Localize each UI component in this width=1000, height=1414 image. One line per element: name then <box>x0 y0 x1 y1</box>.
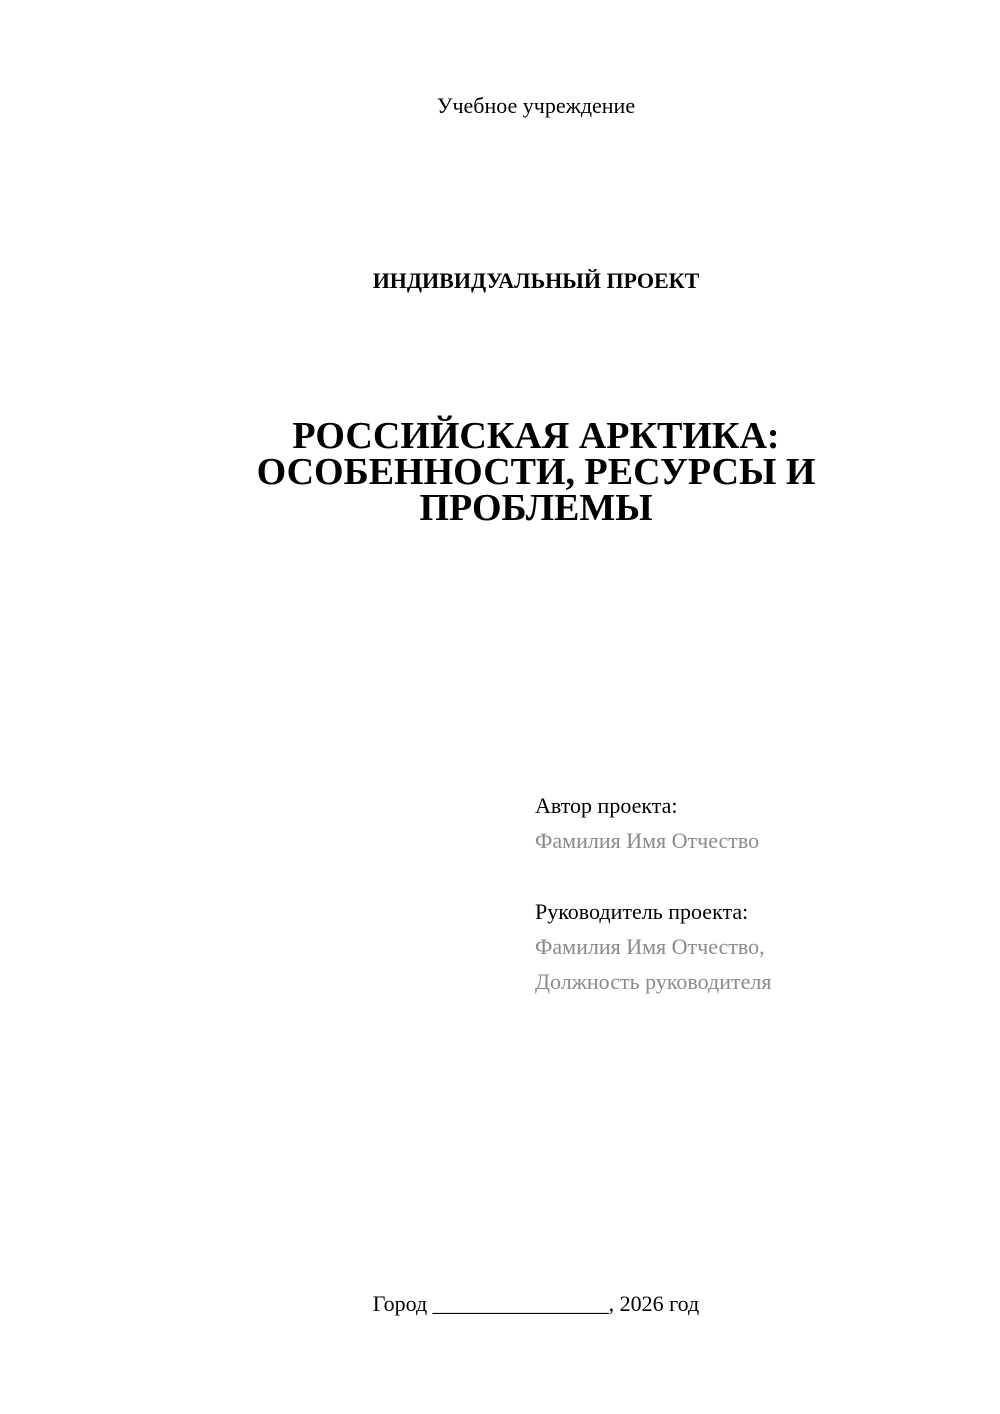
institution-name: Учебное учреждение <box>436 93 636 118</box>
project-title <box>200 415 872 529</box>
supervisor-name: Фамилия Имя Отчество, <box>535 934 765 959</box>
supervisor-position: Должность руководителя <box>535 969 772 994</box>
project-title-line-2: ОСОБЕННОСТИ, РЕСУРСЫ И <box>256 451 816 493</box>
author-name: Фамилия Имя Отчество <box>535 828 760 853</box>
project-title-line-3: ПРОБЛЕМЫ <box>419 487 653 529</box>
supervisor-label: Руководитель проекта: <box>535 899 749 924</box>
author-label: Автор проекта: <box>535 793 678 818</box>
project-title-line-1: РОССИЙСКАЯ АРКТИКА: <box>292 415 780 457</box>
credits-spacer <box>535 858 975 894</box>
document-type: ИНДИВИДУАЛЬНЫЙ ПРОЕКТ <box>372 268 700 293</box>
city-year-line: Город ________________, 2026 год <box>372 1291 700 1316</box>
credits-block <box>535 788 975 999</box>
